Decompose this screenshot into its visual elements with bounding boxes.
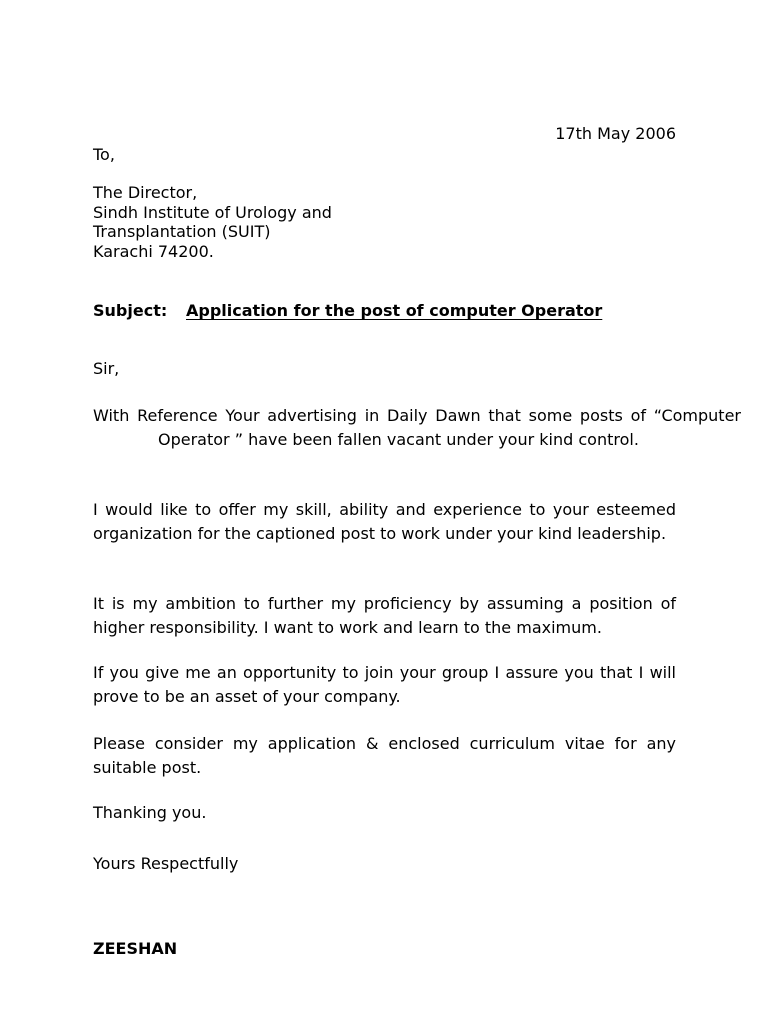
subject-text: Application for the post of computer Operator <box>186 301 603 320</box>
letter-date: 17th May 2006 <box>555 124 676 143</box>
recipient-line-3: Transplantation (SUIT) <box>93 222 271 241</box>
closing-line: Yours Respectfully <box>93 854 239 873</box>
recipient-line-1: The Director, <box>93 183 198 202</box>
signature-name: ZEESHAN <box>93 939 178 958</box>
paragraph-3: It is my ambition to further my proficiency by assuming a position of higher responsibility. I want to work and learn to the maximum. <box>93 594 676 637</box>
paragraph-4: If you give me an opportunity to join your group I assure you that I will prove to be an asset of your company. <box>93 663 676 706</box>
thanks-line: Thanking you. <box>93 803 207 822</box>
subject-label: Subject: <box>93 301 168 320</box>
recipient-line-4: Karachi 74200. <box>93 242 214 261</box>
paragraph-2: I would like to offer my skill, ability and experience to your esteemed organization for the captioned post to work under your kind leadership. <box>93 500 676 543</box>
salutation-to: To, <box>93 145 115 164</box>
recipient-line-2: Sindh Institute of Urology and <box>93 203 332 222</box>
greeting: Sir, <box>93 359 120 378</box>
paragraph-5: Please consider my application & enclosed curriculum vitae for any suitable post. <box>93 734 676 777</box>
paragraph-1: With Reference Your advertising in Daily Dawn that some posts of “Computer Operator ” have been fallen vacant under your kind control. <box>93 406 741 449</box>
